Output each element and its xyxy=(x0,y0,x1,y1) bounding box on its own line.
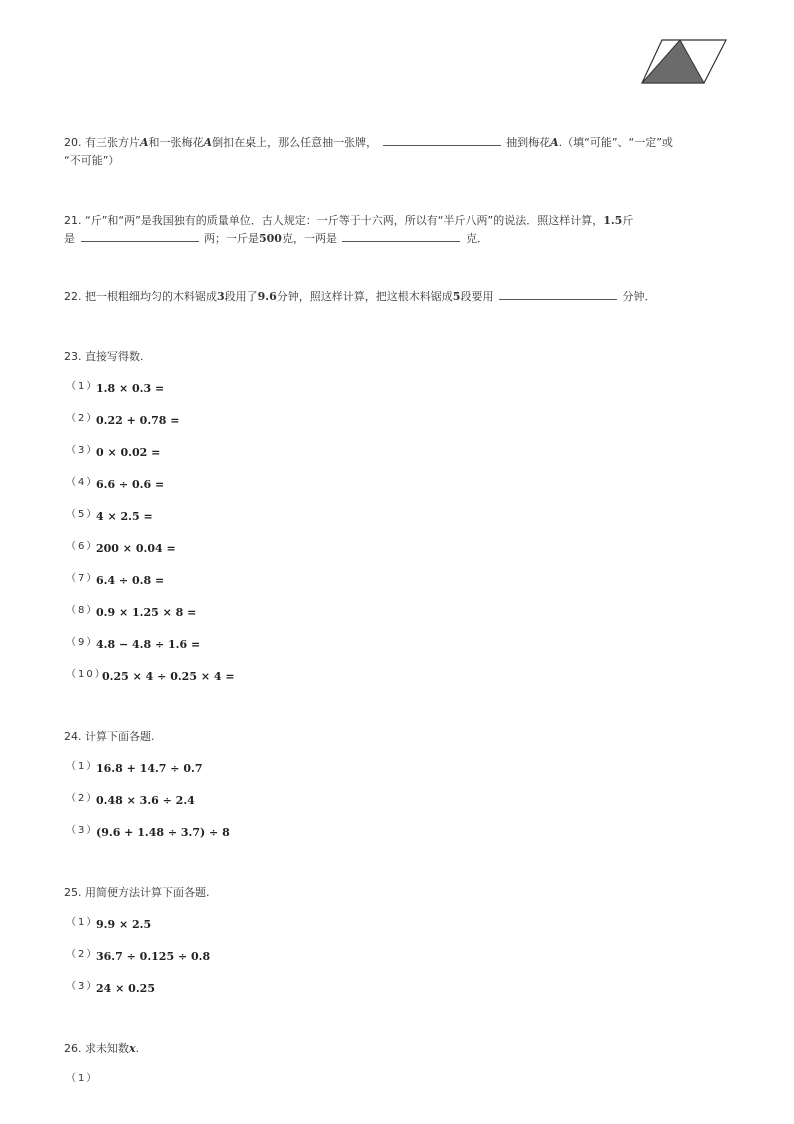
q20-continuation: “不可能”） xyxy=(64,154,120,167)
q23-item-expr: 6.6 ÷ 0.6 = xyxy=(96,478,165,491)
q25-item-label: （1） xyxy=(66,917,99,928)
q23-item-label: （1） xyxy=(66,381,99,392)
q23-item-expr: 0.25 × 4 ÷ 0.25 × 4 = xyxy=(102,670,235,683)
q23-title: 23. 直接写得数. xyxy=(64,350,144,363)
q20-text: 有三张方片A和一张梅花A倒扣在桌上，那么任意抽一张牌， xyxy=(85,136,378,149)
q23-item-expr: 0.9 × 1.25 × 8 = xyxy=(96,606,197,619)
q25-item-label: （2） xyxy=(66,949,99,960)
q21-answer-blank-1[interactable] xyxy=(81,231,199,242)
question-20: 20. 有三张方片A和一张梅花A倒扣在桌上，那么任意抽一张牌， 抽到梅花A.（填“可能”、“一定”或 “不可能”） xyxy=(64,136,673,167)
q25-item-expr: 36.7 ÷ 0.125 ÷ 0.8 xyxy=(96,950,211,963)
q23-item-label: （6） xyxy=(66,541,99,552)
q25-item-expr: 24 × 0.25 xyxy=(96,982,155,995)
q22-number: 22. xyxy=(64,290,82,303)
q23-item-expr: 0 × 0.02 = xyxy=(96,446,161,459)
q23-item-expr: 0.22 + 0.78 = xyxy=(96,414,180,427)
q23-item-expr: 4 × 2.5 = xyxy=(96,510,153,523)
q20-number: 20. xyxy=(64,136,82,149)
q23-item-expr: 1.8 × 0.3 = xyxy=(96,382,165,395)
q23-item-label: （5） xyxy=(66,509,99,520)
q24-item-expr: 0.48 × 3.6 ÷ 2.4 xyxy=(96,794,195,807)
q23-item-label: （8） xyxy=(66,605,99,616)
q23-item-label: （7） xyxy=(66,573,99,584)
q21-number: 21. xyxy=(64,214,82,227)
question-21: 21. “斤”和“两”是我国独有的质量单位．古人规定：一斤等于十六两，所以有“半斤八两”的说法．照这样计算，1.5斤 是 两；一斤是500克，一两是 克． xyxy=(64,214,634,245)
q25-title: 25. 用简便方法计算下面各题. xyxy=(64,886,210,899)
q24-title: 24. 计算下面各题. xyxy=(64,730,155,743)
q24-item-label: （3） xyxy=(66,825,99,836)
q25-item-label: （3） xyxy=(66,981,99,992)
q25-item-expr: 9.9 × 2.5 xyxy=(96,918,152,931)
q23-item-expr: 4.8 − 4.8 ÷ 1.6 = xyxy=(96,638,201,651)
q23-item-expr: 6.4 ÷ 0.8 = xyxy=(96,574,165,587)
q21-answer-blank-2[interactable] xyxy=(342,231,460,242)
q22-answer-blank[interactable] xyxy=(499,289,617,300)
question-22: 22. 把一根粗细均匀的木料锯成3段用了9.6分钟，照这样计算，把这根木料锯成5段要用 分钟． xyxy=(64,290,656,303)
q24-item-expr: (9.6 + 1.48 ÷ 3.7) ÷ 8 xyxy=(96,826,230,839)
q23-item-label: （10） xyxy=(66,669,107,680)
q26-item-label: （1） xyxy=(66,1073,99,1084)
q23-item-label: （4） xyxy=(66,477,99,488)
parallelogram-figure xyxy=(640,38,728,86)
q23-item-label: （9） xyxy=(66,637,99,648)
q24-item-label: （1） xyxy=(66,761,99,772)
q23-item-label: （2） xyxy=(66,413,99,424)
q20-answer-blank[interactable] xyxy=(383,135,501,146)
q23-item-label: （3） xyxy=(66,445,99,456)
q24-item-expr: 16.8 + 14.7 ÷ 0.7 xyxy=(96,762,203,775)
q24-item-label: （2） xyxy=(66,793,99,804)
q23-item-expr: 200 × 0.04 = xyxy=(96,542,176,555)
q26-title: 26. 求未知数x. xyxy=(64,1042,140,1055)
q21-line1: “斤”和“两”是我国独有的质量单位．古人规定：一斤等于十六两，所以有“半斤八两”的说法．照这样计算， xyxy=(85,214,604,227)
